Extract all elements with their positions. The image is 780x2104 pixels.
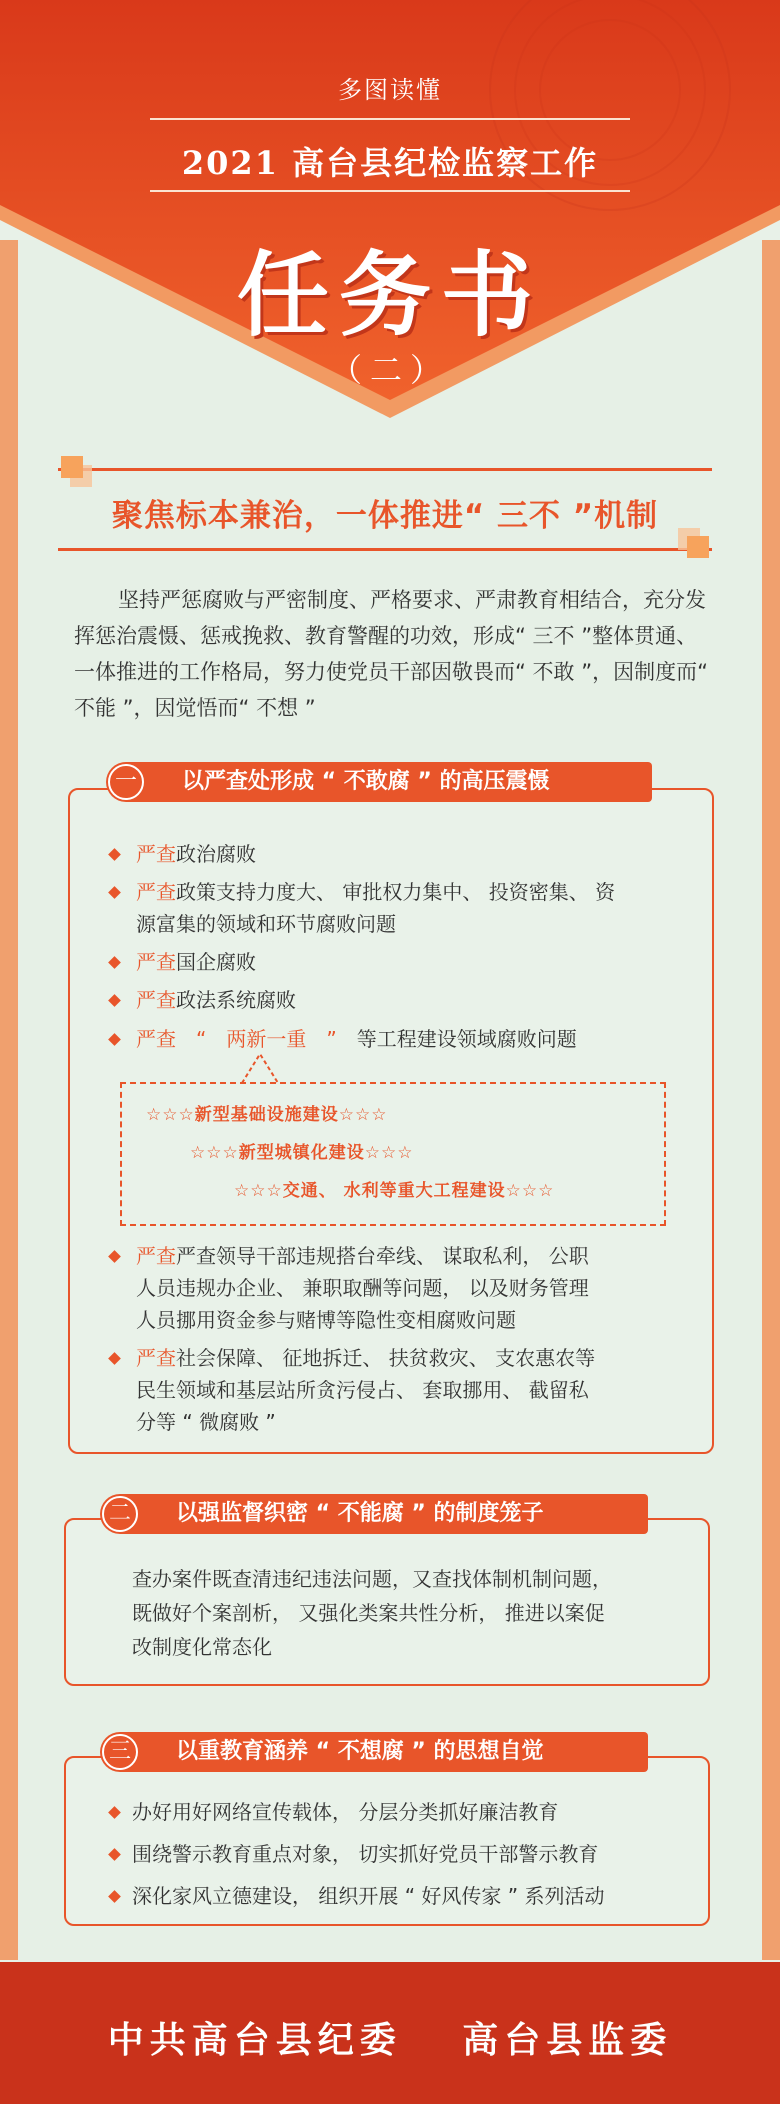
highlight-keyword: 严查 (136, 842, 176, 866)
list-item: 深化家风立德建设， 组织开展 “ 好风传家 ” 系列活动 (132, 1884, 605, 1908)
footer-banner (0, 1962, 780, 2104)
emphasis-term: 两新一重 (226, 1027, 307, 1051)
list-item (136, 946, 696, 978)
section-2-title: 以强监督织密 “ 不能腐 ” 的制度笼子 (176, 1501, 544, 1526)
callout-line: ☆☆☆新型基础设施建设☆☆☆ (146, 1105, 388, 1125)
section-3-title: 以重教育涵养 “ 不想腐 ” 的思想自觉 (176, 1739, 544, 1764)
item-text: 源富集的领域和环节腐败问题 (136, 912, 396, 936)
callout-pointer-icon (240, 1052, 280, 1084)
left-border-stripe (0, 240, 18, 1960)
section-title (58, 468, 712, 552)
section-2-paragraph (132, 1562, 692, 1664)
item-text: 政法系统腐败 (176, 988, 296, 1012)
item-text: 政策支持力度大、 审批权力集中、 投资密集、 资 (176, 880, 616, 904)
corner-square-decoration (687, 536, 709, 558)
header-banner (0, 0, 780, 430)
item-text: 等工程建设领域腐败问题 (356, 1027, 577, 1051)
section-title-bottom-line (58, 548, 712, 551)
callout-line: ☆☆☆新型城镇化建设☆☆☆ (190, 1143, 414, 1163)
quote-mark: ” (326, 1027, 337, 1051)
section-1-number-badge: 一 (108, 764, 144, 800)
list-item (136, 1023, 696, 1055)
section-3-heading (100, 1732, 648, 1772)
corner-square-decoration (61, 456, 83, 478)
section-2-heading (100, 1494, 648, 1534)
paragraph-line: 既做好个案剖析， 又强化类案共性分析， 推进以案促 (132, 1601, 605, 1625)
header-main-title: 任务书 (236, 242, 543, 349)
list-item (136, 876, 696, 940)
header-divider-top (150, 118, 630, 120)
section-1-title: 以严查处形成 “ 不敢腐 ” 的高压震慑 (182, 769, 550, 794)
highlight-keyword: 严查 (136, 988, 176, 1012)
highlight-keyword: 严查 (136, 880, 176, 904)
list-item: 围绕警示教育重点对象， 切实抓好党员干部警示教育 (132, 1842, 599, 1866)
section-title-top-line (58, 468, 712, 471)
right-border-stripe (762, 240, 780, 1960)
section-2-number-badge: 二 (102, 1496, 138, 1532)
paragraph-line: 查办案件既查清违纪违法问题，又查找体制机制问题， (132, 1567, 612, 1591)
list-item (136, 1240, 696, 1336)
highlight-keyword: 严查 (136, 1027, 176, 1051)
highlight-keyword: 严查 (136, 1244, 176, 1268)
item-text: 人员违规办企业、 兼职取酬等问题， 以及财务管理 (136, 1276, 589, 1300)
list-item: 办好用好网络宣传载体， 分层分类抓好廉洁教育 (132, 1800, 559, 1824)
header-divider-bottom (150, 190, 630, 192)
list-item (136, 984, 696, 1016)
item-text: 民生领域和基层站所贪污侵占、 套取挪用、 截留私 (136, 1378, 589, 1402)
paragraph-line: 改制度化常态化 (132, 1635, 272, 1659)
item-text: 分等 “ 微腐败 ” (136, 1410, 276, 1434)
item-text: 政治腐败 (176, 842, 256, 866)
footer-text: 中共高台县纪委 高台县监委 (107, 2019, 673, 2061)
item-text: 社会保障、 征地拆迁、 扶贫救灾、 支农惠农等 (176, 1346, 596, 1370)
list-item (136, 1342, 696, 1438)
section-3-number-badge: 三 (102, 1734, 138, 1770)
header-subtitle: 2021 高台县纪检监察工作 (181, 144, 599, 182)
callout-line: ☆☆☆交通、 水利等重大工程建设☆☆☆ (234, 1181, 555, 1201)
intro-paragraph: 坚持严惩腐败与严密制度、严格要求、严肃教育相结合，充分发挥惩治震慑、惩戒挽救、教育警醒的功效，形成“ 三不 ”整体贯通、一体推进的工作格局，努力使党员干部因敬畏而“ 不敢 ”，因制度而“ 不能 ”，因觉悟而“ 不想 ” (74, 588, 708, 720)
header-top-label: 多图读懂 (338, 76, 442, 104)
item-text: 人员挪用资金参与赌博等隐性变相腐败问题 (136, 1308, 516, 1332)
section-title-text: 聚焦标本兼治，一体推进“ 三不 ”机制 (111, 498, 659, 534)
highlight-keyword: 严查 (136, 1346, 176, 1370)
header-part-number: （二） (329, 351, 450, 389)
item-text: 国企腐败 (176, 950, 256, 974)
list-item (136, 838, 696, 870)
quote-mark: “ (196, 1027, 207, 1051)
highlight-keyword: 严查 (136, 950, 176, 974)
item-text: 严查领导干部违规搭台牵线、 谋取私利， 公职 (176, 1244, 589, 1268)
section-1-heading (106, 762, 652, 802)
